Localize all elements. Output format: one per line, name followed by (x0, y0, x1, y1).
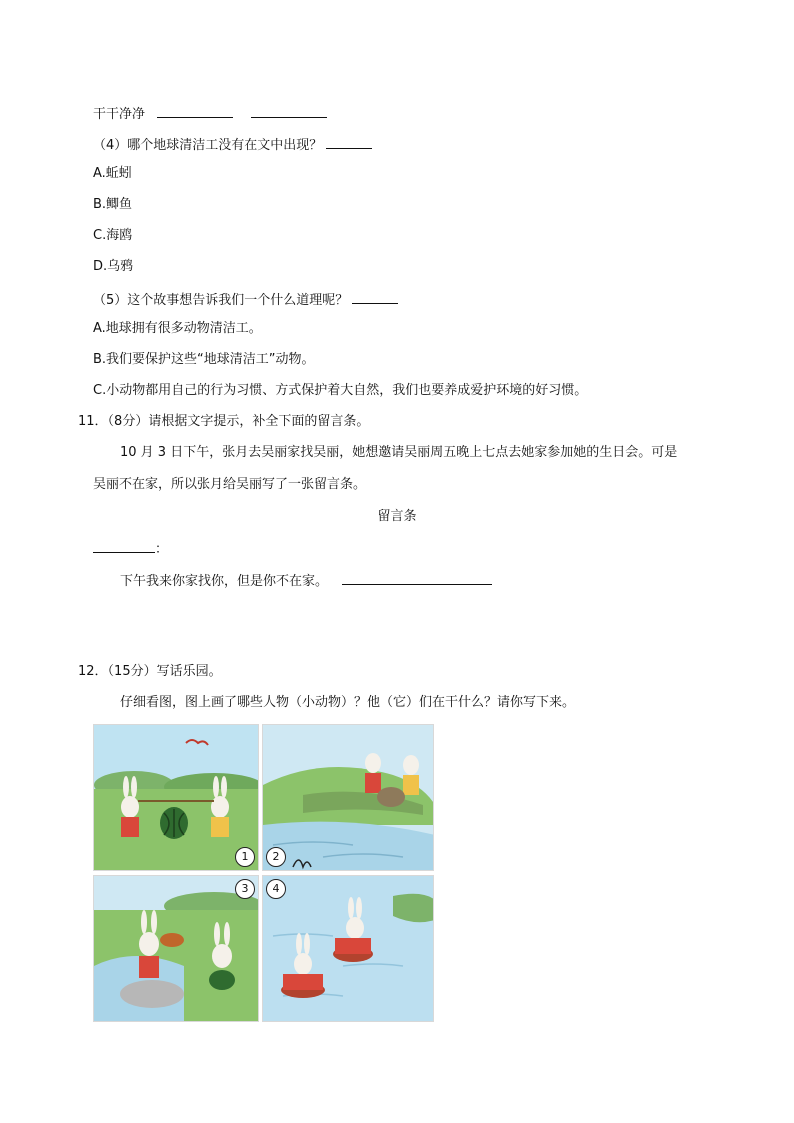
q4-option-d: D.乌鸦 (93, 259, 134, 274)
q5-option-a: A.地球拥有很多动物清洁工。 (93, 321, 262, 336)
note-body-line (120, 570, 492, 591)
question-4-text: （4）哪个地球清洁工没有在文中出现？ (93, 138, 323, 153)
recipient-blank[interactable] (93, 538, 155, 553)
word-text: 干干净净 (93, 107, 146, 122)
panel-3-illustration (94, 876, 259, 1022)
question-11-number: 11． (78, 414, 108, 429)
q4-option-a: A.蚯蚓 (93, 166, 132, 181)
picture-panel-3 (93, 875, 259, 1022)
picture-panel-1 (93, 724, 259, 871)
question-5 (93, 289, 398, 310)
panel-number-1: 1 (235, 847, 255, 867)
q12-instruction: 仔细看图，图上画了哪些人物（小动物）？他（它）们在干什么？请你写下来。 (120, 695, 576, 710)
q4-option-c: C.海鸥 (93, 228, 133, 243)
question-12-heading (78, 663, 222, 681)
question-11-title: （8分）请根据文字提示，补全下面的留言条。 (107, 414, 370, 429)
picture-panel-4 (262, 875, 434, 1022)
panel-2-illustration (263, 725, 434, 871)
note-recipient-line (93, 538, 168, 559)
picture-panel-2 (262, 724, 434, 871)
panel-4-illustration (263, 876, 434, 1022)
question-12-title: （15分）写话乐园。 (107, 664, 222, 679)
word-line (93, 103, 327, 124)
panel-number-2: 2 (266, 847, 286, 867)
question-4 (93, 134, 372, 155)
question-5-text: （5）这个故事想告诉我们一个什么道理呢？ (93, 293, 349, 308)
question-12-number: 12． (78, 664, 108, 679)
note-body-blank[interactable] (342, 570, 492, 585)
panel-1-illustration (94, 725, 259, 871)
recipient-colon: ： (155, 542, 169, 557)
note-body-text: 下午我来你家找你，但是你不在家。 (120, 574, 329, 589)
question-4-blank[interactable] (326, 134, 372, 149)
q4-option-b: B.鲫鱼 (93, 197, 133, 212)
answer-blank-2[interactable] (251, 103, 327, 118)
q5-option-b: B.我们要保护这些“地球清洁工”动物。 (93, 352, 315, 367)
question-5-blank[interactable] (352, 289, 398, 304)
q11-paragraph-line-2: 吴丽不在家，所以张月给吴丽写了一张留言条。 (93, 477, 367, 492)
q11-paragraph-line-1: 10 月 3 日下午，张月去吴丽家找吴丽，她想邀请吴丽周五晚上七点去她家参加她的生日会。可是 (120, 445, 678, 460)
answer-blank-1[interactable] (157, 103, 233, 118)
question-11-heading (78, 413, 369, 431)
q5-option-c: C.小动物都用自己的行为习惯、方式保护着大自然，我们也要养成爱护环境的好习惯。 (93, 383, 588, 398)
panel-number-3: 3 (235, 879, 255, 899)
panel-number-4: 4 (266, 879, 286, 899)
note-title: 留言条 (377, 509, 417, 524)
